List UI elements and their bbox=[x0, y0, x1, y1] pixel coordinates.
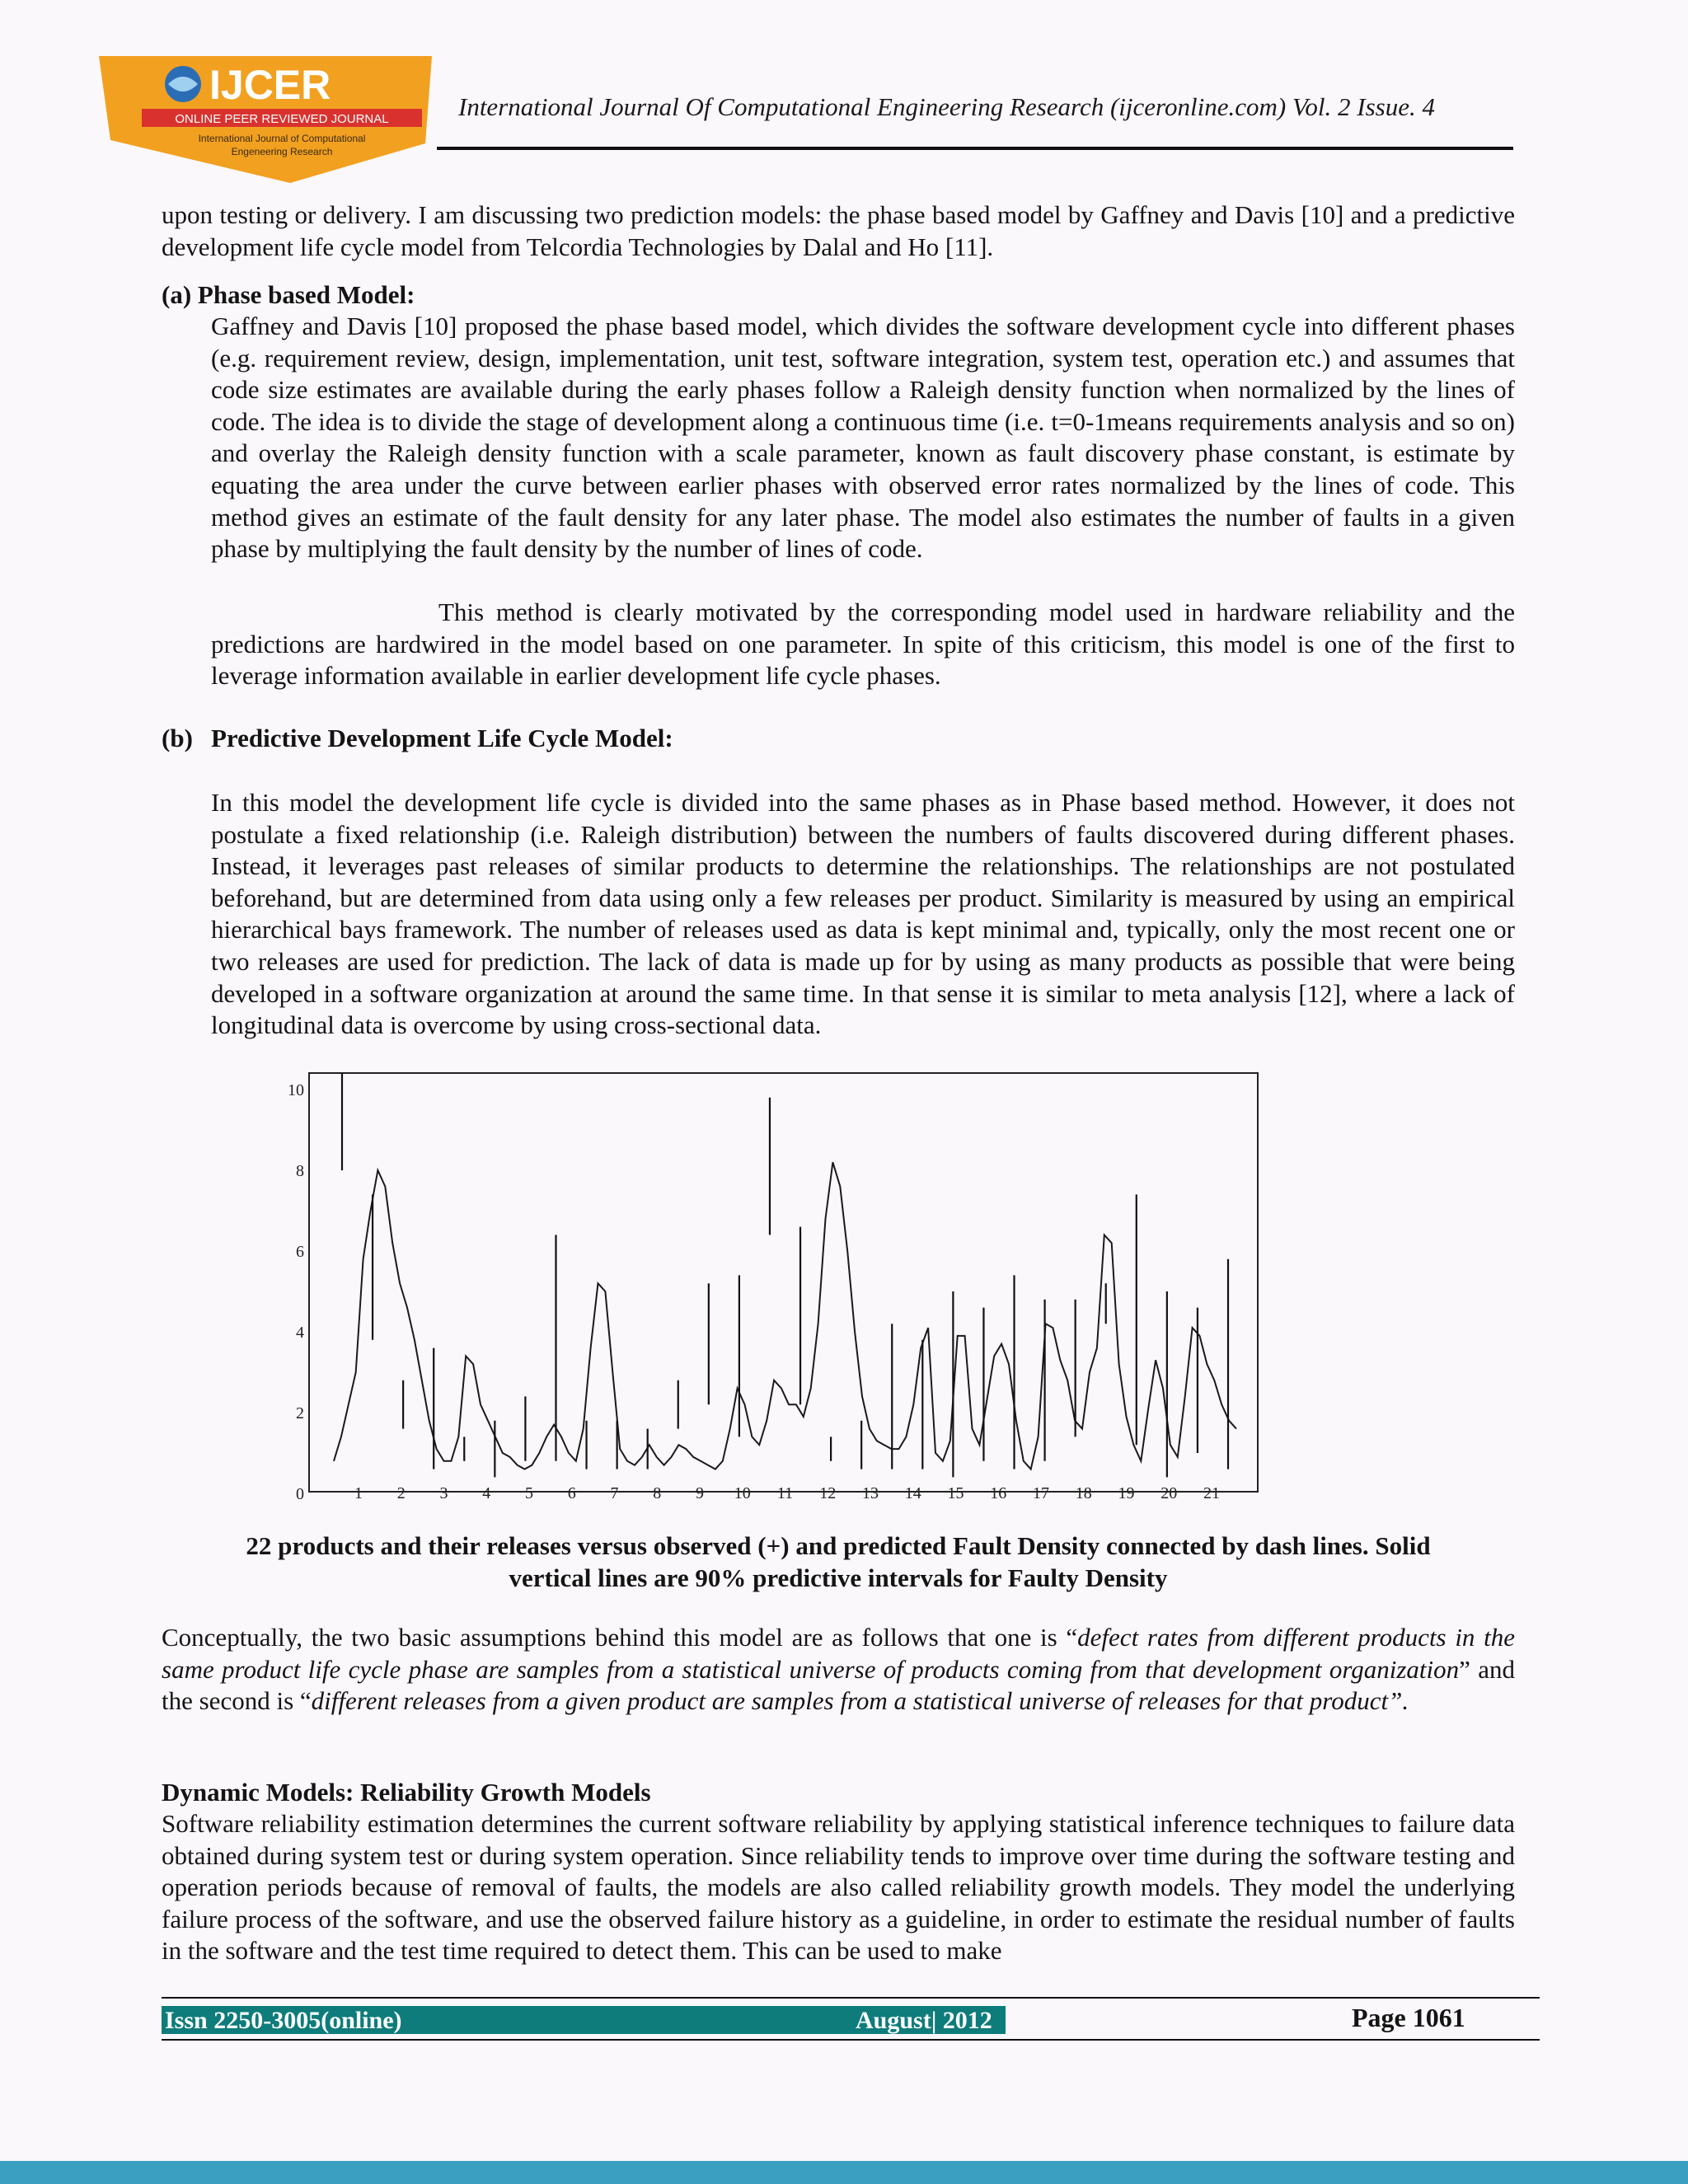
concept-quote-1: defect rates from different products in the same product life cycle phase are samples from a statistical universe of products coming from that development organization bbox=[162, 1623, 1515, 1684]
x-tick-label: 12 bbox=[819, 1484, 837, 1502]
figure-caption bbox=[162, 1530, 1515, 1594]
x-tick-label: 19 bbox=[1118, 1484, 1135, 1502]
section-a-paragraph-1: Gaffney and Davis [10] proposed the phase based model, which divides the software development cycle into different phases (e.g. requirement review, design, implementation, unit test, software integration, system test, operation etc.) and assumes that code size estimates are available during the early phases follow a Raleigh density function when normalized by the lines of code. The idea is to divide the stage of development along a continuous time (i.e. t=0-1means requirements analysis and so on) and overlay the Raleigh density function with a scale parameter, known as fault discovery phase constant, is estimate by equating the area under the curve between earlier phases with observed error rates normalized by the lines of code. This method gives an estimate of the fault density for any later phase. The model also estimates the number of faults in a given phase by multiplying the fault density by the number of lines of code. bbox=[211, 312, 1515, 564]
intro-paragraph: upon testing or delivery. I am discussing two prediction models: the phase based model by Gaffney and Davis [10] and a predictive development life cycle model from Telcordia Technologies by Dalal and Ho [11]. bbox=[162, 200, 1515, 261]
concept-text-1: Conceptually, the two basic assumptions behind this model are as follows that one is “ bbox=[162, 1623, 1078, 1652]
x-tick-label: 4 bbox=[482, 1484, 491, 1502]
x-tick-label: 17 bbox=[1033, 1484, 1049, 1502]
x-tick-label: 18 bbox=[1075, 1484, 1092, 1502]
dynamic-models-paragraph: Software reliability estimation determines the current software reliability by applying statistical inference techniques to failure data obtained during system test or during system operation. Since reliability tends to improve over time during the software testing and operation periods because of removal of faults, the models are also called reliability growth models. They model the underlying failure process of the software, and use the observed failure history as a guideline, in order to estimate the residual number of faults in the software and the test time required to detect them. This can be used to make bbox=[162, 1809, 1515, 1966]
section-b-label: (b) bbox=[162, 724, 193, 752]
caption-line-2: vertical lines are 90% predictive intervals for Faulty Density bbox=[509, 1563, 1168, 1592]
logo-text: IJCER bbox=[209, 62, 331, 108]
x-tick-label: 2 bbox=[396, 1484, 406, 1502]
logo-band-text: ONLINE PEER REVIEWED JOURNAL bbox=[175, 112, 389, 126]
bottom-band bbox=[0, 2161, 1688, 2184]
logo-sub2: Engeneering Research bbox=[231, 146, 333, 157]
section-a-heading: (a) Phase based Model: bbox=[162, 280, 415, 309]
section-a-paragraph-2-text: This method is clearly motivated by the corresponding model used in hardware reliability and the predictions are hardwired in the model based on one parameter. In spite of this criticism, this model is one of the first to leverage information available in earlier development life cycle phases. bbox=[211, 598, 1515, 691]
x-tick-label: 16 bbox=[990, 1484, 1007, 1502]
y-tick-label: 8 bbox=[296, 1162, 304, 1180]
fault-density-chart bbox=[272, 1063, 1319, 1516]
y-tick-label: 6 bbox=[296, 1243, 304, 1261]
footer-rule-bottom bbox=[162, 2039, 1540, 2041]
header-rule bbox=[437, 147, 1513, 150]
footer-bar bbox=[162, 2006, 1006, 2034]
x-tick-label: 8 bbox=[653, 1484, 662, 1502]
predicted-density-line bbox=[334, 1162, 1236, 1469]
x-tick-label: 10 bbox=[734, 1484, 751, 1502]
concept-paragraph bbox=[162, 1622, 1515, 1718]
y-tick-label: 4 bbox=[296, 1324, 304, 1342]
dynamic-models-heading: Dynamic Models: Reliability Growth Models bbox=[162, 1778, 651, 1807]
x-tick-label: 3 bbox=[439, 1484, 448, 1502]
footer-rule-top bbox=[162, 1997, 1540, 1999]
concept-text-2: ” and the second is “ bbox=[162, 1654, 1515, 1716]
x-tick-label: 7 bbox=[610, 1484, 619, 1502]
y-tick-label: 10 bbox=[288, 1081, 304, 1099]
y-tick-label: 2 bbox=[296, 1404, 304, 1422]
page-number: Page 1061 bbox=[1352, 2003, 1465, 2032]
x-tick-label: 13 bbox=[862, 1484, 879, 1502]
section-a-paragraph-2 bbox=[211, 597, 1515, 692]
journal-title: International Journal Of Computational Engineering Research (ijceronline.com) Vol. 2 Issue. 4 bbox=[458, 92, 1435, 121]
x-tick-label: 5 bbox=[525, 1484, 533, 1502]
x-tick-label: 9 bbox=[696, 1484, 704, 1502]
x-tick-label: 21 bbox=[1203, 1484, 1220, 1502]
x-tick-label: 20 bbox=[1160, 1484, 1178, 1502]
concept-quote-2: different releases from a given product are samples from a statistical universe of releases for that product”. bbox=[311, 1686, 1409, 1716]
journal-logo bbox=[92, 51, 438, 191]
section-b-heading: Predictive Development Life Cycle Model: bbox=[211, 724, 673, 752]
logo-sub1: International Journal of Computational bbox=[198, 133, 366, 144]
x-tick-label: 11 bbox=[776, 1484, 794, 1502]
x-tick-label: 15 bbox=[947, 1484, 964, 1502]
x-tick-label: 6 bbox=[567, 1484, 576, 1502]
chart-frame bbox=[309, 1073, 1258, 1492]
x-tick-label: 14 bbox=[904, 1484, 921, 1502]
footer-issn: Issn 2250-3005(online) bbox=[165, 2007, 402, 2034]
caption-line-1: 22 products and their releases versus observed (+) and predicted Fault Density connected by dash lines. Solid bbox=[246, 1531, 1431, 1560]
x-tick-label: 1 bbox=[354, 1484, 363, 1502]
y-tick-label: 0 bbox=[296, 1485, 304, 1503]
footer-date: August| 2012 bbox=[856, 2007, 992, 2034]
section-b-paragraph: In this model the development life cycle is divided into the same phases as in Phase based method. However, it does not postulate a fixed relationship (i.e. Raleigh distribution) between the numbers of faults discovered during different phases. Instead, it leverages past releases of similar products to determine the relationships. The relationships are not postulated beforehand, but are determined from data using only a few releases per product. Similarity is measured by using an empirical hierarchical bays framework. The number of releases used as data is kept minimal and, typically, only the most recent one or two releases are used for prediction. The lack of data is made up for by using as many products as possible that were being developed in a software organization at around the same time. In that sense it is similar to meta analysis [12], where a lack of longitudinal data is overcome by using cross-sectional data. bbox=[211, 788, 1515, 1040]
